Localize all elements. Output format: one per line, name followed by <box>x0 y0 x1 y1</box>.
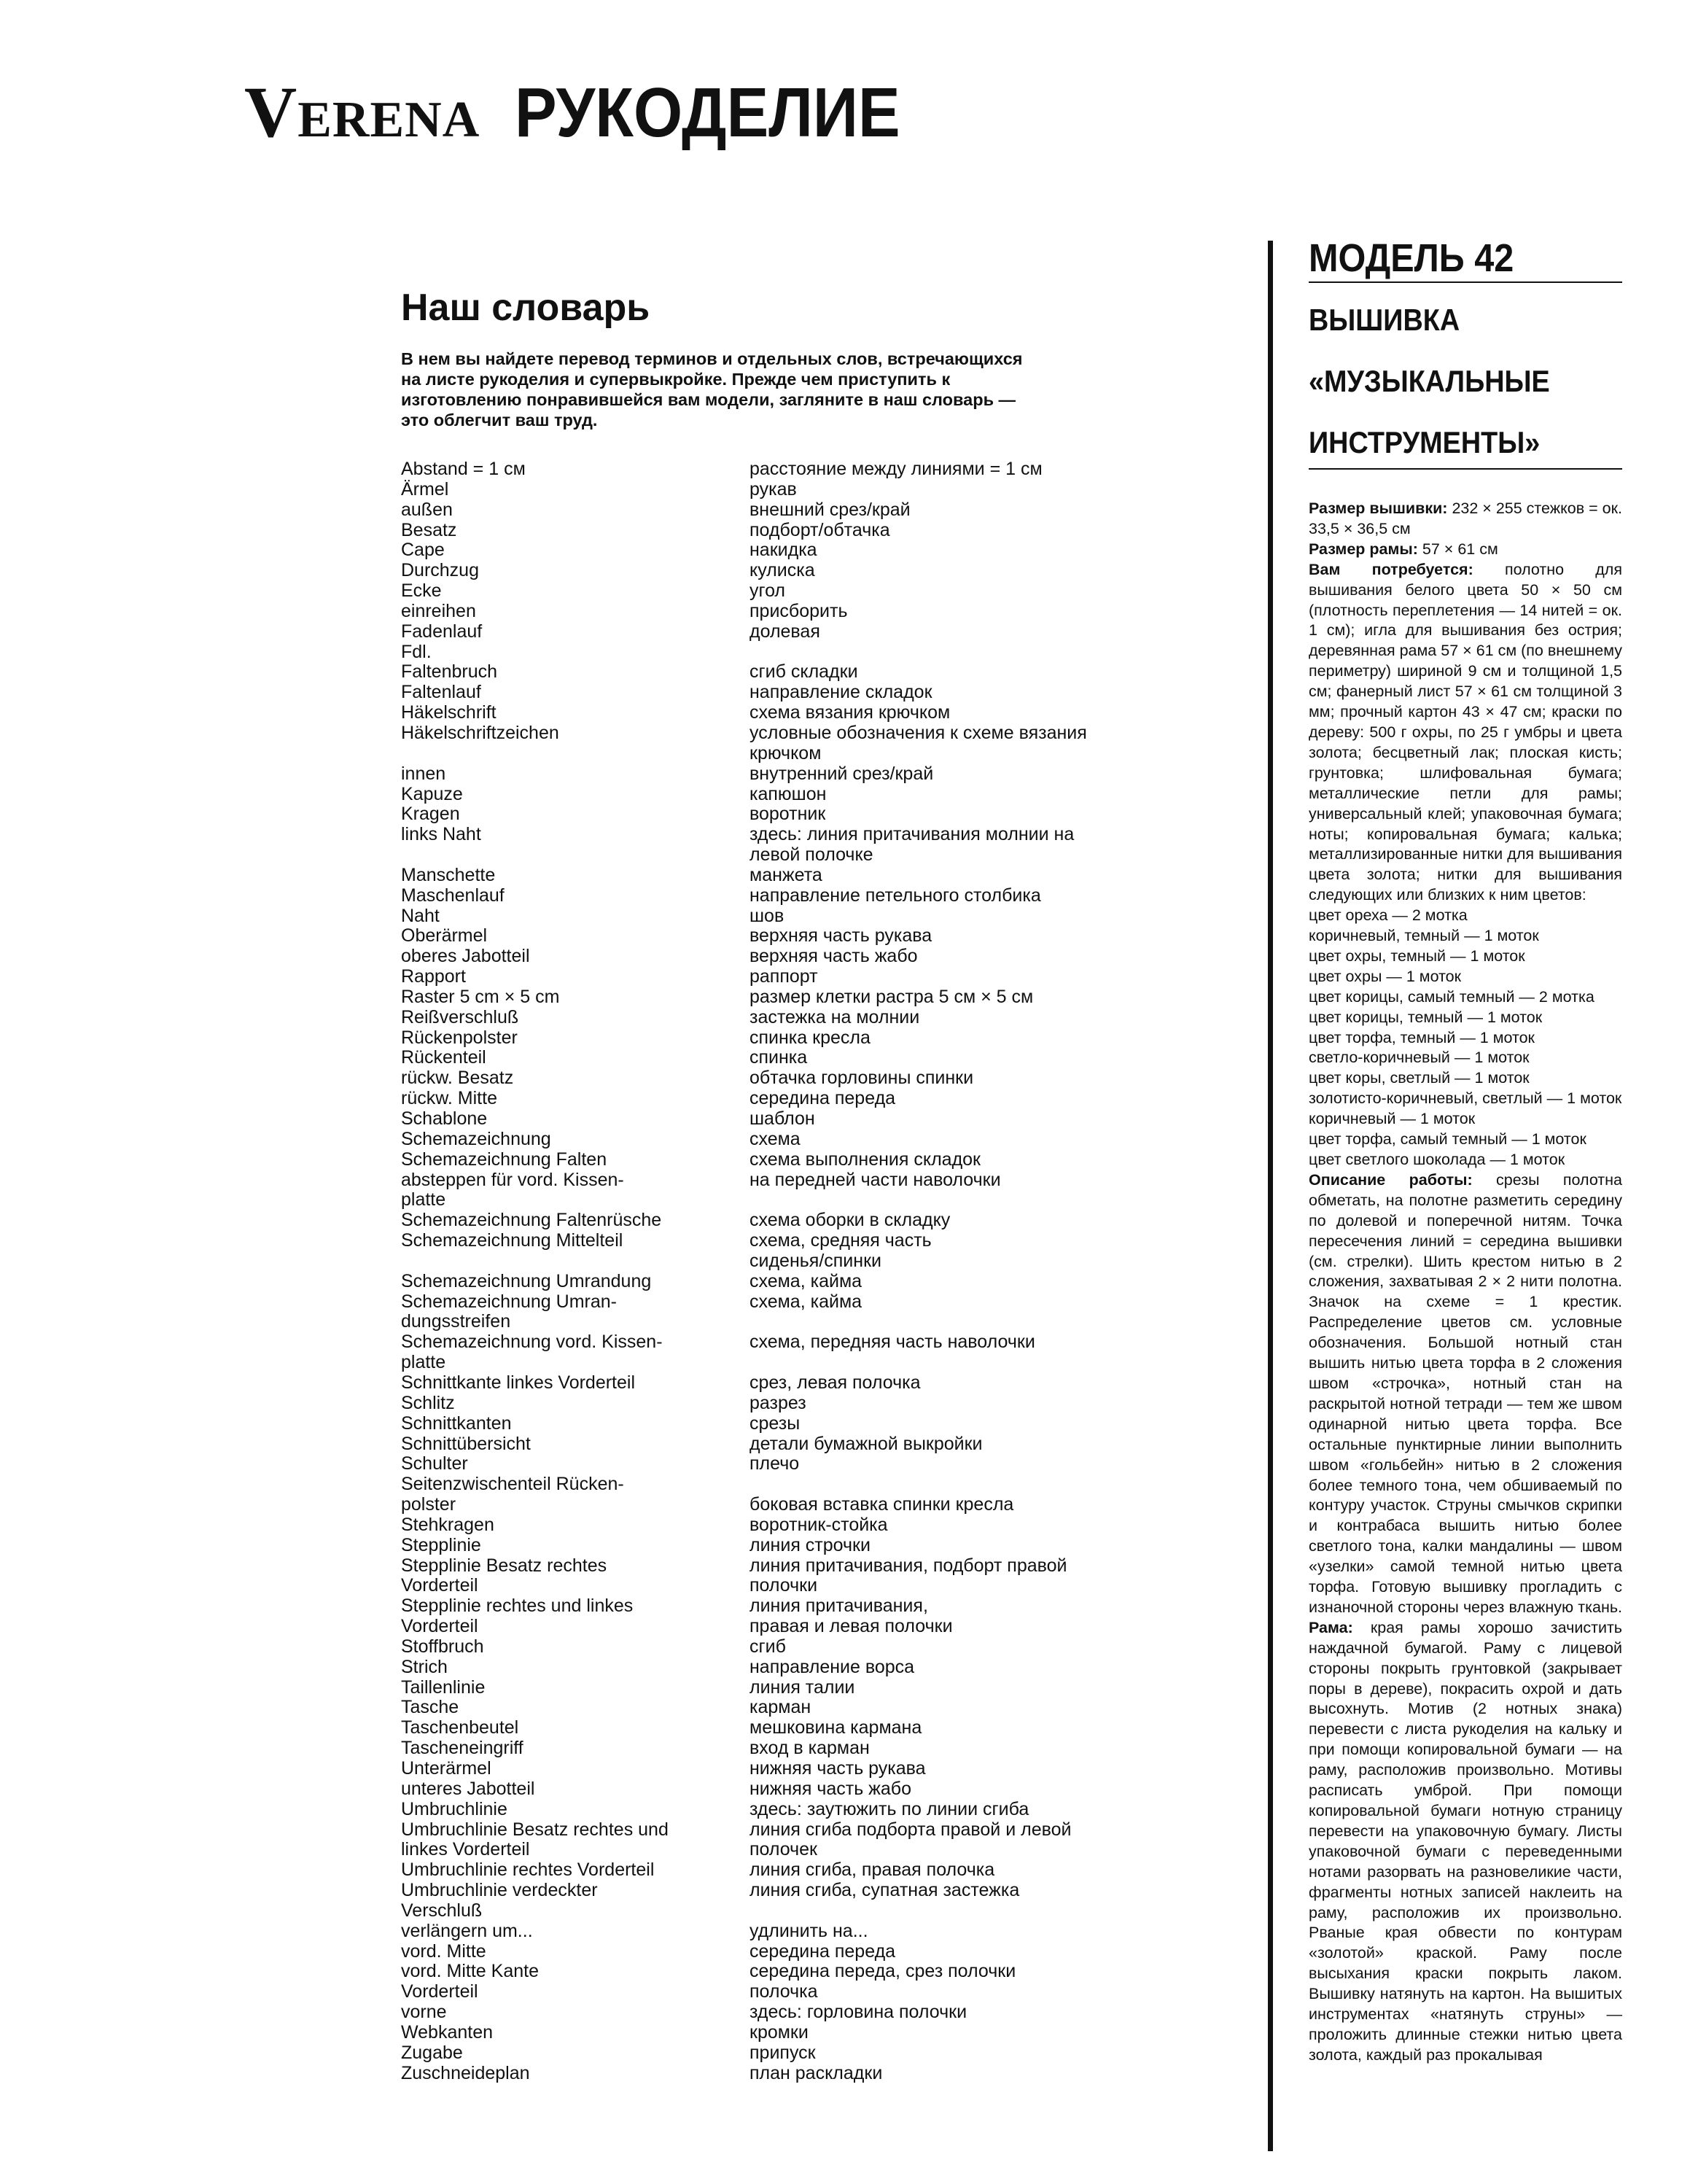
glossary-row <box>401 825 1159 845</box>
term-russian <box>749 642 1158 663</box>
term-german: unteres Jabotteil <box>401 1778 535 1799</box>
term-german: außen <box>401 499 453 520</box>
brand-logo <box>244 70 480 154</box>
term-russian: шов <box>749 905 784 926</box>
glossary-row <box>401 1332 1159 1353</box>
term-russian: сгиб складки <box>749 661 858 683</box>
sidebar <box>1309 235 1622 2066</box>
term-german: Stehkragen <box>401 1514 494 1535</box>
dictionary-title: Наш словарь <box>401 287 650 329</box>
glossary-row <box>401 1170 1159 1191</box>
term-russian: линия сгиба, правая полочка <box>749 1859 995 1881</box>
term-german: Umbruchlinie Besatz rechtes und <box>401 1819 669 1840</box>
brand-initial: V <box>244 71 298 152</box>
term-russian: детали бумажной выкройки <box>749 1433 983 1454</box>
term-russian: кромки <box>749 2021 809 2043</box>
glossary-row <box>401 642 1159 663</box>
term-russian: кулиска <box>749 560 815 581</box>
term-russian: схема, кайма <box>749 1270 862 1291</box>
glossary-row <box>401 1292 1159 1313</box>
term-german: Häkelschrift <box>401 702 497 723</box>
glossary-row <box>401 1414 1159 1434</box>
term-russian: линия притачивания, подборт правой <box>749 1555 1067 1576</box>
term-german: Faltenlauf <box>401 682 481 703</box>
glossary-row <box>401 1921 1159 1942</box>
term-russian: боковая вставка спинки кресла <box>749 1494 1014 1515</box>
term-german: Schemazeichnung Faltenrüsche <box>401 1210 662 1231</box>
glossary-row <box>401 1231 1159 1251</box>
term-russian: срез, левая полочка <box>749 1372 921 1393</box>
term-russian: линия сгиба подборта правой и левой <box>749 1819 1072 1840</box>
term-german: Schulter <box>401 1453 468 1474</box>
glossary-row <box>401 703 1159 723</box>
glossary-row <box>401 602 1159 622</box>
term-russian: полочек <box>749 1839 817 1860</box>
glossary-row <box>401 480 1159 500</box>
term-german: dungsstreifen <box>401 1311 511 1332</box>
term-russian: направление ворса <box>749 1656 915 1677</box>
term-russian: сиденья/спинки <box>749 1250 881 1271</box>
glossary-row <box>401 1840 1159 1860</box>
term-russian: полочка <box>749 1981 818 2002</box>
glossary-row <box>401 1394 1159 1414</box>
glossary-row <box>401 1312 1159 1332</box>
glossary-row <box>401 1820 1159 1841</box>
term-russian: верхняя часть жабо <box>749 946 918 967</box>
term-russian: верхняя часть рукава <box>749 925 932 947</box>
term-german: Schemazeichnung vord. Kissen- <box>401 1332 663 1353</box>
glossary-row <box>401 1860 1159 1881</box>
term-russian: долевая <box>749 621 820 642</box>
glossary-row <box>401 1028 1159 1049</box>
term-german: linkes Vorderteil <box>401 1839 530 1860</box>
glossary-list <box>401 459 1159 2084</box>
term-german: Schablone <box>401 1108 488 1129</box>
glossary-row <box>401 1637 1159 1658</box>
term-german: polster <box>401 1494 456 1515</box>
glossary-row <box>401 662 1159 683</box>
glossary-row <box>401 459 1159 480</box>
term-german: Taschenbeutel <box>401 1717 519 1738</box>
term-german: Schnittkanten <box>401 1412 512 1434</box>
term-russian: правая и левая полочки <box>749 1616 953 1637</box>
glossary-row <box>401 947 1159 967</box>
size-line: Размер вышивки: 232 × 255 стежков = ок. 33,5 × 36,5 см <box>1309 500 1622 537</box>
glossary-row <box>401 1130 1159 1150</box>
term-german: Reißverschluß <box>401 1006 519 1027</box>
term-russian: линия притачивания, <box>749 1596 928 1617</box>
term-german: Tasche <box>401 1697 459 1718</box>
term-russian: плечо <box>749 1453 800 1474</box>
glossary-row <box>401 1210 1159 1231</box>
model-name-line1: «МУЗЫКАЛЬНЫЕ <box>1309 364 1550 398</box>
term-russian: шаблон <box>749 1108 815 1129</box>
glossary-row <box>401 581 1159 602</box>
glossary-row <box>401 906 1159 927</box>
term-russian: внешний срез/край <box>749 499 911 520</box>
thread-color-item: цвет охры, темный — 1 моток <box>1309 947 1525 965</box>
term-russian: расстояние между линиями = 1 см <box>749 459 1043 479</box>
glossary-row <box>401 1068 1159 1089</box>
glossary-row <box>401 1779 1159 1800</box>
term-russian: левой полочке <box>749 844 873 866</box>
term-russian: здесь: горловина полочки <box>749 2002 967 2023</box>
term-russian: схема вязания крючком <box>749 702 951 723</box>
thread-color-item: цвет ореха — 2 мотка <box>1309 906 1468 925</box>
glossary-row <box>401 1454 1159 1474</box>
term-russian: схема, кайма <box>749 1291 862 1312</box>
term-german: absteppen für vord. Kissen- <box>401 1169 624 1190</box>
glossary-row <box>401 540 1159 561</box>
term-german: Manschette <box>401 864 496 885</box>
term-german: Umbruchlinie <box>401 1798 507 1819</box>
term-german: Cape <box>401 540 445 561</box>
work-description: Описание работы: срезы полотна обметать, на полотне разметить середину по долевой и поперечной нитям. Точка пересечения линий = середина вышивки (см. стрелки). Шить крестом нитью в 2 сложения, захватывая 2 × 2 нити полотна. Значок на схеме = 1 крестик. Распределение цветов см. условные обозначения. Большой нотный стан вышить нитью цвета торфа в 2 сложения швом «строчка», нотный стан на раскрытой нотной тетради — тем же швом одинарной нитью цвета торфа. Все остальные пунктирные линии выполнить швом «гольбейн» нитью в 2 сложения более темного тона, чем обшиваемый по контуру участок. Струны смычков скрипки и контрабаса вышить нитью более светлого тона, калки мандалины — швом «узелки» самой темной нитью цвета торфа. Готовую вышивку прогладить с изнаночной стороны через влажную ткань. Рама: края рамы хорошо зачистить наждачной бумагой. Раму с лицевой стороны покрыть грунтовкой (закрывает поры в дереве), покрасить охрой и дать высохнуть. Мотив (2 нотных знака) перевести с листа рукоделия на кальку и при помощи копировальной бумаги — на раму, расположив произвольно. Мотивы расписать умброй. При помощи копировальной бумаги нотную страницу перевести на упаковочную бумагу. Листы упаковочной бумаги с переведенными нотами разорвать на разновеликие части, фрагменты нотных записей наклеить на раму, расположив их произвольно. Рваные края обвести по контурам «золотой» краской. Раму после высыхания краски покрыть лаком. Вышивку натянуть на картон. На вышитых инструментах «натянуть струны» — проложить длинные стежки нитью цвета золота, каждый раз прокалывая <box>1309 1170 1623 2064</box>
term-russian: подборт/обтачка <box>749 519 890 540</box>
glossary-row <box>401 1190 1159 1210</box>
glossary-row <box>401 1982 1159 2002</box>
glossary-row <box>401 521 1159 541</box>
divider <box>1309 468 1622 470</box>
glossary-row <box>401 1109 1159 1130</box>
glossary-row <box>401 1556 1159 1577</box>
glossary-row <box>401 723 1159 744</box>
term-russian: схема <box>749 1128 801 1149</box>
glossary-row <box>401 2023 1159 2043</box>
term-russian <box>749 1312 1158 1332</box>
term-russian <box>749 1474 1158 1495</box>
glossary-row <box>401 1678 1159 1698</box>
term-russian: застежка на молнии <box>749 1006 920 1027</box>
glossary-row <box>401 987 1159 1008</box>
glossary-row <box>401 561 1159 581</box>
term-russian: накидка <box>749 540 817 561</box>
glossary-row <box>401 764 1159 785</box>
term-russian: капюшон <box>749 783 827 804</box>
glossary-row <box>401 1718 1159 1738</box>
term-german: Vorderteil <box>401 1616 478 1637</box>
term-german: vord. Mitte <box>401 1940 486 1962</box>
glossary-row <box>401 1515 1159 1536</box>
glossary-row <box>401 500 1159 521</box>
term-russian: обтачка горловины спинки <box>749 1068 974 1089</box>
glossary-row <box>401 1089 1159 1109</box>
model-kind: ВЫШИВКА <box>1309 303 1460 337</box>
glossary-row <box>401 1942 1159 1962</box>
term-russian: воротник <box>749 804 826 825</box>
term-german: Rapport <box>401 966 466 987</box>
term-russian: линия талии <box>749 1676 855 1698</box>
term-german: oberes Jabotteil <box>401 946 530 967</box>
term-german: Kapuze <box>401 783 463 804</box>
term-russian <box>749 1353 1158 1373</box>
term-russian <box>749 1901 1158 1921</box>
glossary-row <box>401 804 1159 825</box>
term-german: Maschenlauf <box>401 885 505 906</box>
glossary-row <box>401 683 1159 703</box>
term-russian: удлинить на... <box>749 1920 868 1941</box>
term-german: Vorderteil <box>401 1981 478 2002</box>
term-russian: схема, средняя часть <box>749 1230 932 1251</box>
glossary-row <box>401 622 1159 642</box>
term-german: Stepplinie rechtes und linkes <box>401 1596 634 1617</box>
term-russian: размер клетки растра 5 см × 5 см <box>749 986 1034 1007</box>
term-german <box>401 1251 749 1272</box>
glossary-row <box>401 967 1159 987</box>
glossary-row <box>401 926 1159 947</box>
term-german: Abstand = 1 см <box>401 459 526 479</box>
term-russian: раппорт <box>749 966 818 987</box>
term-german: Seitenzwischenteil Rücken- <box>401 1474 624 1495</box>
term-russian: схема оборки в складку <box>749 1210 951 1231</box>
term-german: Tascheneingriff <box>401 1738 523 1759</box>
thread-colors-list <box>1309 906 1622 1170</box>
glossary-row <box>401 1536 1159 1556</box>
term-russian: разрез <box>749 1392 806 1413</box>
glossary-row <box>401 1474 1159 1495</box>
term-russian: направление складок <box>749 682 932 703</box>
glossary-row <box>401 2002 1159 2023</box>
term-russian: карман <box>749 1697 811 1718</box>
term-russian: полочки <box>749 1575 818 1596</box>
column-rule <box>1268 241 1273 2151</box>
glossary-row <box>401 1353 1159 1373</box>
materials: Вам потребуется: полотно для вышивания белого цвета 50 × 50 см (плотность переплетения — 14 нитей = ок. 1 см); игла для вышивания без острия; деревянная рама 57 × 61 см (по внешнему периметру) шириной 9 см и толщиной 1,5 см; фанерный лист 57 × 61 см толщиной 3 мм; прочный картон 43 × 47 см; краски по дереву: 500 г охры, по 25 г умбры и цвета золота; бесцветный лак; плоская кисть; грунтовка; шлифовальная бумага; металлические петли для рамы; универсальный клей; упаковочная бумага; ноты; копировальная бумага; калька; металлизированные нитки для вышивания цвета золота; нитки для вышивания следующих или близких к ним цветов: <box>1309 560 1622 904</box>
term-russian: здесь: линия притачивания молнии на <box>749 824 1075 845</box>
term-german: Fadenlauf <box>401 621 483 642</box>
term-russian: направление петельного столбика <box>749 885 1041 906</box>
term-russian: на передней части наволочки <box>749 1169 1001 1190</box>
term-german: Schemazeichnung Mittelteil <box>401 1230 623 1251</box>
term-german: Stepplinie Besatz rechtes <box>401 1555 607 1576</box>
glossary-row <box>401 1658 1159 1678</box>
term-russian: нижняя часть жабо <box>749 1778 912 1799</box>
thread-color-item: цвет корицы, темный — 1 моток <box>1309 1008 1543 1026</box>
term-russian: план раскладки <box>749 2062 883 2083</box>
term-german: Stepplinie <box>401 1534 481 1555</box>
term-german: Schnittübersicht <box>401 1433 531 1454</box>
term-russian: срезы <box>749 1412 801 1434</box>
term-german: einreihen <box>401 600 476 621</box>
term-german: Raster 5 cm × 5 cm <box>401 986 560 1007</box>
brand-rest: ERENA <box>297 92 480 148</box>
term-german: verlängern um... <box>401 1920 533 1941</box>
term-russian: крючком <box>749 742 822 763</box>
term-german: Umbruchlinie rechtes Vorderteil <box>401 1859 655 1881</box>
term-russian: присборить <box>749 600 848 621</box>
term-russian: середина переда, срез полочки <box>749 1961 1016 1982</box>
glossary-row <box>401 886 1159 906</box>
thread-color-item: золотисто-коричневый, светлый — 1 моток <box>1309 1089 1622 1108</box>
glossary-row <box>401 1373 1159 1394</box>
term-german: Häkelschriftzeichen <box>401 722 559 743</box>
thread-color-item: цвет торфа, самый темный — 1 моток <box>1309 1130 1586 1149</box>
glossary-row <box>401 2043 1159 2064</box>
model-name-line2: ИНСТРУМЕНТЫ» <box>1309 425 1541 459</box>
term-german: Strich <box>401 1656 448 1677</box>
glossary-row <box>401 1434 1159 1455</box>
term-german: Umbruchlinie verdeckter <box>401 1880 598 1901</box>
thread-color-item: цвет торфа, темный — 1 моток <box>1309 1028 1535 1046</box>
glossary-row <box>401 1150 1159 1170</box>
term-german: Unterärmel <box>401 1758 491 1779</box>
term-russian: мешковина кармана <box>749 1717 922 1738</box>
term-german: Schemazeichnung <box>401 1128 551 1149</box>
glossary-row <box>401 1881 1159 1901</box>
glossary-row <box>401 1800 1159 1820</box>
term-russian: манжета <box>749 864 822 885</box>
glossary-row <box>401 1008 1159 1028</box>
term-german: Fdl. <box>401 641 432 662</box>
divider <box>1309 281 1622 283</box>
term-russian: спинка кресла <box>749 1027 871 1048</box>
glossary-row <box>401 845 1159 866</box>
instructions <box>1309 499 1622 2066</box>
thread-color-item: цвет коры, светлый — 1 моток <box>1309 1069 1530 1087</box>
term-russian: середина переда <box>749 1088 896 1109</box>
term-russian: схема выполнения складок <box>749 1149 981 1170</box>
term-german <box>401 845 749 866</box>
term-german: rückw. Besatz <box>401 1068 514 1089</box>
term-russian: вход в карман <box>749 1738 870 1759</box>
term-german: vord. Mitte Kante <box>401 1961 539 1982</box>
term-german: Schemazeichnung Falten <box>401 1149 607 1170</box>
term-german: Oberärmel <box>401 925 488 947</box>
term-german: platte <box>401 1352 446 1373</box>
thread-color-item: коричневый — 1 моток <box>1309 1110 1476 1128</box>
frame-size-line: Размер рамы: 57 × 61 см <box>1309 540 1498 558</box>
thread-color-item: цвет охры — 1 моток <box>1309 967 1462 985</box>
term-german: links Naht <box>401 824 481 845</box>
term-german: Ärmel <box>401 478 449 500</box>
term-german: Schnittkante linkes Vorderteil <box>401 1372 636 1393</box>
term-russian: схема, передняя часть наволочки <box>749 1332 1035 1353</box>
dictionary-intro: В нем вы найдете перевод терминов и отдельных слов, встречающихся на листе рукоделия и супервыкройке. Прежде чем приступить к изготовлению понравившейся вам модели, загляните в наш словарь — это облегчит ваш труд. <box>401 349 1023 430</box>
section-title: РУКОДЕЛИЕ <box>515 74 900 152</box>
term-german: Rückenpolster <box>401 1027 518 1048</box>
term-german: Besatz <box>401 519 457 540</box>
term-german: Zugabe <box>401 2042 463 2063</box>
glossary-row <box>401 785 1159 805</box>
term-russian: спинка <box>749 1047 808 1068</box>
glossary-row <box>401 744 1159 764</box>
term-russian: сгиб <box>749 1636 786 1657</box>
glossary-row <box>401 1251 1159 1272</box>
term-german: rückw. Mitte <box>401 1088 497 1109</box>
term-russian: угол <box>749 580 786 602</box>
term-german: Stoffbruch <box>401 1636 484 1657</box>
term-russian: нижняя часть рукава <box>749 1758 926 1779</box>
glossary-row <box>401 1617 1159 1637</box>
term-german: Zuschneideplan <box>401 2062 530 2083</box>
term-german: Naht <box>401 905 440 926</box>
term-russian: линия сгиба, супатная застежка <box>749 1880 1020 1901</box>
term-russian: середина переда <box>749 1940 896 1962</box>
term-german: Taillenlinie <box>401 1676 486 1698</box>
glossary-row <box>401 1272 1159 1292</box>
term-german: Schemazeichnung Umrandung <box>401 1270 652 1291</box>
glossary-row <box>401 1576 1159 1596</box>
glossary-row <box>401 1962 1159 1982</box>
term-german: Durchzug <box>401 560 479 581</box>
term-german: Verschluß <box>401 1900 483 1921</box>
term-german: Vorderteil <box>401 1575 478 1596</box>
glossary-row <box>401 1495 1159 1515</box>
model-number: МОДЕЛЬ 42 <box>1309 236 1514 280</box>
term-russian: припуск <box>749 2042 816 2063</box>
thread-color-item: цвет светлого шоколада — 1 моток <box>1309 1151 1565 1168</box>
term-russian <box>749 1190 1158 1210</box>
term-german: vorne <box>401 2002 447 2023</box>
glossary-row <box>401 2064 1159 2084</box>
term-german: Schlitz <box>401 1392 455 1413</box>
term-russian: условные обозначения к схеме вязания <box>749 722 1087 743</box>
glossary-row <box>401 1698 1159 1718</box>
term-russian: рукав <box>749 478 797 500</box>
glossary-row <box>401 1738 1159 1759</box>
glossary-row <box>401 1048 1159 1068</box>
term-german: Kragen <box>401 804 460 825</box>
term-russian: воротник-стойка <box>749 1514 888 1535</box>
term-german: innen <box>401 763 446 784</box>
term-german: Schemazeichnung Umran- <box>401 1291 617 1312</box>
glossary-row <box>401 1596 1159 1617</box>
term-german: Rückenteil <box>401 1047 486 1068</box>
masthead <box>244 70 943 154</box>
term-german: Faltenbruch <box>401 661 498 683</box>
term-german: platte <box>401 1189 446 1210</box>
glossary-row <box>401 1901 1159 1921</box>
term-russian: линия строчки <box>749 1534 871 1555</box>
term-russian: здесь: заутюжить по линии сгиба <box>749 1798 1029 1819</box>
term-german <box>401 744 749 764</box>
term-german: Ecke <box>401 580 442 602</box>
glossary-row <box>401 866 1159 886</box>
term-german: Webkanten <box>401 2021 494 2043</box>
thread-color-item: коричневый, темный — 1 моток <box>1309 927 1539 945</box>
thread-color-item: светло-коричневый — 1 моток <box>1309 1049 1530 1067</box>
glossary-row <box>401 1759 1159 1779</box>
term-russian: внутренний срез/край <box>749 763 934 784</box>
thread-color-item: цвет корицы, самый темный — 2 мотка <box>1309 987 1594 1006</box>
